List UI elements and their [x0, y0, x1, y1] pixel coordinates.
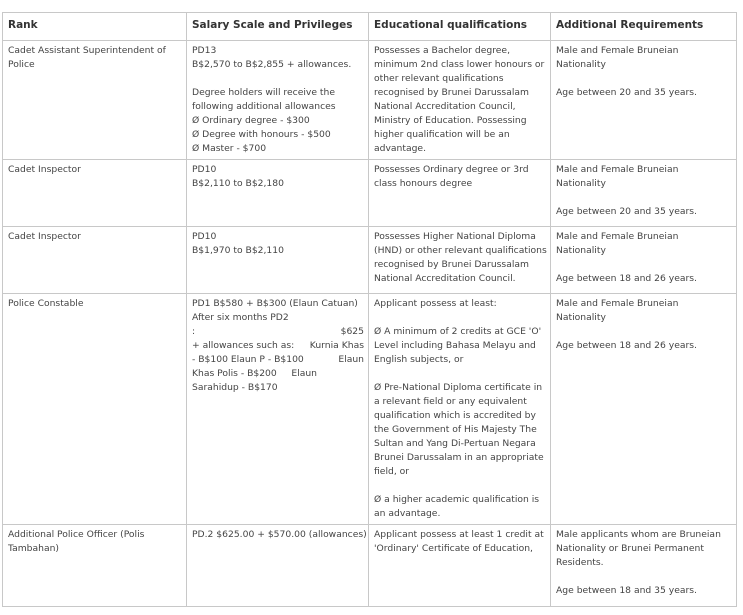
- education-line: Ø Pre-National Diploma certificate in: [374, 382, 543, 393]
- salary-text: $625: [340, 326, 364, 337]
- education-line: other relevant qualifications: [374, 73, 504, 84]
- education-line: Ø a higher academic qualification is: [374, 494, 540, 505]
- education-line: Ø A minimum of 2 credits at GCE 'O': [374, 326, 542, 337]
- education-line: an advantage.: [374, 508, 441, 519]
- salary-text: Elaun: [338, 354, 364, 365]
- salary-cell: [187, 294, 369, 525]
- table-row: [3, 41, 737, 160]
- header-additional: Additional Requirements: [551, 13, 737, 41]
- education-line: (HND) or other relevant qualifications: [374, 245, 547, 256]
- additional-cell: [551, 294, 737, 525]
- education-cell: [369, 227, 551, 294]
- rank-text: Cadet Inspector: [8, 164, 81, 175]
- education-line: a relevant field or any equivalent: [374, 396, 527, 407]
- education-line: National Accreditation Council,: [374, 101, 516, 112]
- header-salary: Salary Scale and Privileges: [187, 13, 369, 41]
- salary-cell: [187, 525, 369, 607]
- education-line: Applicant possess at least 1 credit at: [374, 529, 544, 540]
- salary-line: PD10: [192, 164, 217, 175]
- salary-line: [192, 325, 364, 339]
- requirement-line: Male and Female Bruneian: [556, 45, 679, 56]
- education-line: Applicant possess at least:: [374, 298, 497, 309]
- education-line: Level including Bahasa Melayu and: [374, 340, 536, 351]
- education-line: Ministry of Education. Possessing: [374, 115, 527, 126]
- table-row: [3, 294, 737, 525]
- rank-text: Police Constable: [8, 298, 84, 309]
- education-line: National Accreditation Council.: [374, 273, 516, 284]
- additional-cell: [551, 525, 737, 607]
- rank-text: Additional Police Officer (Polis Tambahan): [8, 529, 145, 554]
- salary-line: PD.2 $625.00 + $570.00 (allowances): [192, 529, 367, 540]
- education-line: recognised by Brunei Darussalam: [374, 87, 529, 98]
- table-row: [3, 160, 737, 227]
- rank-text: Cadet Assistant Superintendent of Police: [8, 45, 166, 70]
- salary-line: B$2,570 to B$2,855 + allowances.: [192, 59, 352, 70]
- header-rank: Rank: [3, 13, 187, 41]
- salary-line: B$1,970 to B$2,110: [192, 245, 284, 256]
- salary-text: - B$100 Elaun P - B$100: [192, 354, 304, 365]
- education-line: class honours degree: [374, 178, 473, 189]
- salary-line: Degree holders will receive the: [192, 87, 335, 98]
- salary-line: PD13: [192, 45, 217, 56]
- salary-text: Kurnia Khas: [309, 340, 364, 351]
- recruitment-table: [2, 12, 737, 607]
- education-line: Possesses a Bachelor degree,: [374, 45, 510, 56]
- rank-cell: [3, 294, 187, 525]
- additional-cell: [551, 41, 737, 160]
- allowance-item: Ø Master - $700: [192, 143, 267, 154]
- salary-cell: [187, 160, 369, 227]
- rank-cell: [3, 41, 187, 160]
- education-line: Possesses Higher National Diploma: [374, 231, 536, 242]
- education-cell: [369, 525, 551, 607]
- requirement-line: Residents.: [556, 557, 604, 568]
- requirement-line: Nationality or Brunei Permanent: [556, 543, 704, 554]
- education-line: 'Ordinary' Certificate of Education,: [374, 543, 533, 554]
- requirement-line: Age between 20 and 35 years.: [556, 206, 697, 217]
- salary-line: PD1 B$580 + B$300 (Elaun Catuan): [192, 298, 358, 309]
- education-cell: [369, 41, 551, 160]
- education-line: qualification which is accredited by: [374, 410, 536, 421]
- education-cell: [369, 294, 551, 525]
- education-line: Possesses Ordinary degree or 3rd: [374, 164, 529, 175]
- header-education: Educational qualifications: [369, 13, 551, 41]
- requirement-line: Male and Female Bruneian: [556, 298, 679, 309]
- requirement-line: Male and Female Bruneian: [556, 164, 679, 175]
- requirement-line: Nationality: [556, 245, 606, 256]
- education-line: the Government of His Majesty The: [374, 424, 537, 435]
- allowance-item: Ø Degree with honours - $500: [192, 129, 331, 140]
- requirement-line: Nationality: [556, 59, 606, 70]
- allowance-item: Ø Ordinary degree - $300: [192, 115, 310, 126]
- education-line: advantage.: [374, 143, 426, 154]
- education-line: Brunei Darussalam in an appropriate: [374, 452, 544, 463]
- salary-line: B$2,110 to B$2,180: [192, 178, 284, 189]
- salary-text: + allowances such as:: [192, 340, 295, 351]
- requirement-line: Nationality: [556, 312, 606, 323]
- additional-cell: [551, 160, 737, 227]
- salary-line: After six months PD2: [192, 312, 289, 323]
- requirement-line: Nationality: [556, 178, 606, 189]
- requirement-line: Male and Female Bruneian: [556, 231, 679, 242]
- salary-text: :: [192, 326, 196, 337]
- requirement-line: Age between 18 and 35 years.: [556, 585, 697, 596]
- education-line: recognised by Brunei Darussalam: [374, 259, 529, 270]
- additional-cell: [551, 227, 737, 294]
- education-line: minimum 2nd class lower honours or: [374, 59, 545, 70]
- table-row: [3, 525, 737, 607]
- requirement-line: Male applicants whom are Bruneian: [556, 529, 721, 540]
- requirement-line: Age between 18 and 26 years.: [556, 340, 697, 351]
- salary-line: [192, 339, 364, 353]
- requirement-line: Age between 18 and 26 years.: [556, 273, 697, 284]
- salary-line: PD10: [192, 231, 217, 242]
- salary-text: Khas Polis - B$200: [192, 368, 277, 379]
- salary-cell: [187, 227, 369, 294]
- salary-line: [192, 353, 364, 367]
- rank-cell: [3, 160, 187, 227]
- table-header-row: [3, 13, 737, 41]
- rank-cell: [3, 525, 187, 607]
- education-line: English subjects, or: [374, 354, 464, 365]
- requirement-line: Age between 20 and 35 years.: [556, 87, 697, 98]
- education-line: Sultan and Yang Di-Pertuan Negara: [374, 438, 536, 449]
- rank-text: Cadet Inspector: [8, 231, 81, 242]
- education-line: higher qualification will be an: [374, 129, 510, 140]
- salary-line: Sarahidup - B$170: [192, 382, 278, 393]
- rank-cell: [3, 227, 187, 294]
- salary-line: following additional allowances: [192, 101, 336, 112]
- salary-line: [192, 367, 364, 381]
- salary-text: Elaun: [291, 368, 318, 379]
- education-line: field, or: [374, 466, 410, 477]
- salary-cell: [187, 41, 369, 160]
- table-row: [3, 227, 737, 294]
- education-cell: [369, 160, 551, 227]
